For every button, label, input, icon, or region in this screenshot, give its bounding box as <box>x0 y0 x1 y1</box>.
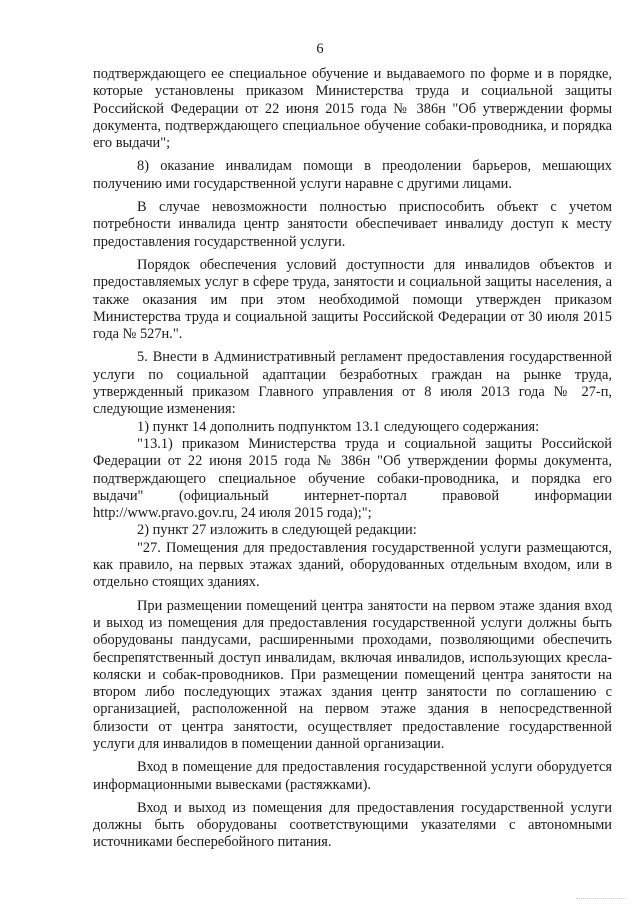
scan-artifact <box>576 898 626 901</box>
paragraph-subpoint-13-1: "13.1) приказом Министерства труда и социальной защиты Российской Федерации от 22 июня 2015 года № 386н "Об утверждении формы документа, подтверждающего специальное обучение собаки-проводника, и порядка его выдачи" (официальный интернет-портал правовой информации http://www.pravo.gov.ru, 24 июля 2015 года);"; <box>93 435 612 522</box>
paragraph-change-1: 1) пункт 14 дополнить подпунктом 13.1 следующего содержания: <box>137 418 540 435</box>
document-body <box>93 66 612 852</box>
paragraph-section-5: 5. Внести в Административный регламент предоставления государственной услуги по социальной адаптации безработных граждан на рынке труда, утвержденный приказом Главного управления от 8 июля 2013 года № 27-п, следующие изменения: <box>93 349 612 418</box>
page-number: 6 <box>316 41 324 57</box>
paragraph-point-27: "27. Помещения для предоставления государственной услуги размещаются, как правило, на первых этажах зданий, оборудованных отдельным входом, или в отдельно стоящих зданиях. <box>93 539 612 591</box>
paragraph-accessibility-order: Порядок обеспечения условий доступности для инвалидов объектов и предоставляемых услуг в сфере труда, занятости и социальной защиты населения, а также оказания им при этом необходимой помощи утвержден приказом Министерства труда и социальной защиты Российской Федерации от 30 июля 2015 года № 527н.". <box>93 256 612 343</box>
paragraph-change-2: 2) пункт 27 изложить в следующей редакции: <box>137 522 417 539</box>
paragraph-item-8: 8) оказание инвалидам помощи в преодолении барьеров, мешающих получению ими государственной услуги наравне с другими лицами. <box>93 158 612 192</box>
paragraph-impossibility: В случае невозможности полностью приспособить объект с учетом потребности инвалида центр занятости обеспечивает инвалиду доступ к месту предоставления государственной услуги. <box>93 199 612 250</box>
paragraph-entrance-signs: Вход в помещение для предоставления государственной услуги оборудуется информационными вывесками (растяжками). <box>93 759 612 793</box>
paragraph-power-supply: Вход и выход из помещения для предоставления государственной услуги должны быть оборудованы соответствующими указателями с автономными источниками бесперебойного питания. <box>93 799 612 851</box>
paragraph-continuation: подтверждающего ее специальное обучение и выдаваемого по форме и в порядке, которые установлены приказом Министерства труда и социальной защиты Российской Федерации от 22 июня 2015 года № 386н "Об утверждении формы документа, подтверждающего специальное обучение собаки-проводника, и порядка его выдачи"; <box>93 66 612 152</box>
paragraph-ground-floor: При размещении помещений центра занятости на первом этаже здания вход и выход из помещения для предоставления государственной услуги должны быть оборудованы пандусами, расширенными проходами, позволяющими обеспечить беспрепятственный доступ инвалидам, включая инвалидов, использующих кресла-коляски и собак-проводников. При размещении помещений центра занятости на втором либо последующих этажах здания центр занятости по соглашению с организацией, расположенной на первом этаже здания в непосредственной близости от центра занятости, осуществляет предоставление государственной услуги для инвалидов в помещении данной организации. <box>93 597 612 752</box>
